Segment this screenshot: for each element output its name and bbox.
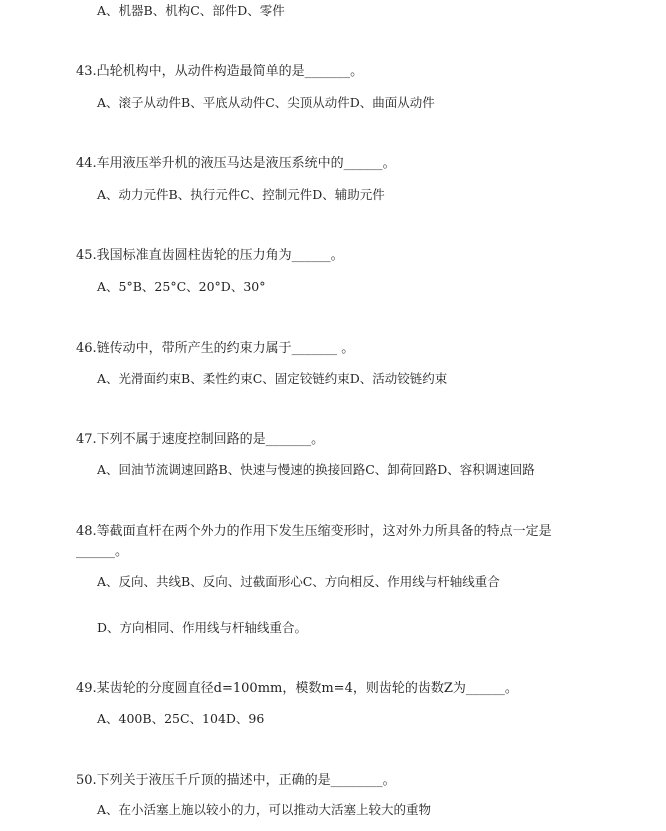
question-44-stem: 44.车用液压举升机的液压马达是液压系统中的______。	[76, 156, 396, 171]
question-43-stem: 43.凸轮机构中，从动件构造最简单的是_______。	[76, 64, 364, 79]
question-45-options: A、5°B、25°C、20°D、30°	[97, 279, 266, 294]
prev-question-options: A、机器B、机构C、部件D、零件	[97, 3, 285, 18]
question-47-stem: 47.下列不属于速度控制回路的是_______。	[76, 432, 325, 447]
question-43-options: A、滚子从动件B、平底从动件C、尖顶从动件D、曲面从动件	[97, 95, 435, 110]
question-50-stem: 50.下列关于液压千斤顶的描述中，正确的是________。	[76, 773, 396, 788]
question-46-options: A、光滑面约束B、柔性约束C、固定铰链约束D、活动铰链约束	[97, 371, 448, 386]
question-45-stem: 45.我国标准直齿圆柱齿轮的压力角为______。	[76, 248, 344, 263]
question-49-options: A、400B、25C、104D、96	[97, 711, 265, 726]
question-48-stem-continued: ______。	[76, 544, 129, 559]
question-47-options: A、回油节流调速回路B、快速与慢速的换接回路C、卸荷回路D、容积调速回路	[97, 462, 535, 477]
question-48-stem: 48.等截面直杆在两个外力的作用下发生压缩变形时，这对外力所具备的特点一定是	[76, 524, 552, 539]
question-48-options-continued: D、方向相同、作用线与杆轴线重合。	[97, 620, 308, 635]
question-50-options: A、在小活塞上施以较小的力，可以推动大活塞上较大的重物	[97, 802, 432, 817]
question-46-stem: 46.链传动中，带所产生的约束力属于_______ 。	[76, 341, 355, 356]
question-44-options: A、动力元件B、执行元件C、控制元件D、辅助元件	[97, 187, 385, 202]
question-48-options: A、反向、共线B、反向、过截面形心C、方向相反、作用线与杆轴线重合	[97, 574, 500, 589]
question-49-stem: 49.某齿轮的分度圆直径d=100mm，模数m=4，则齿轮的齿数Z为______。	[76, 681, 518, 696]
